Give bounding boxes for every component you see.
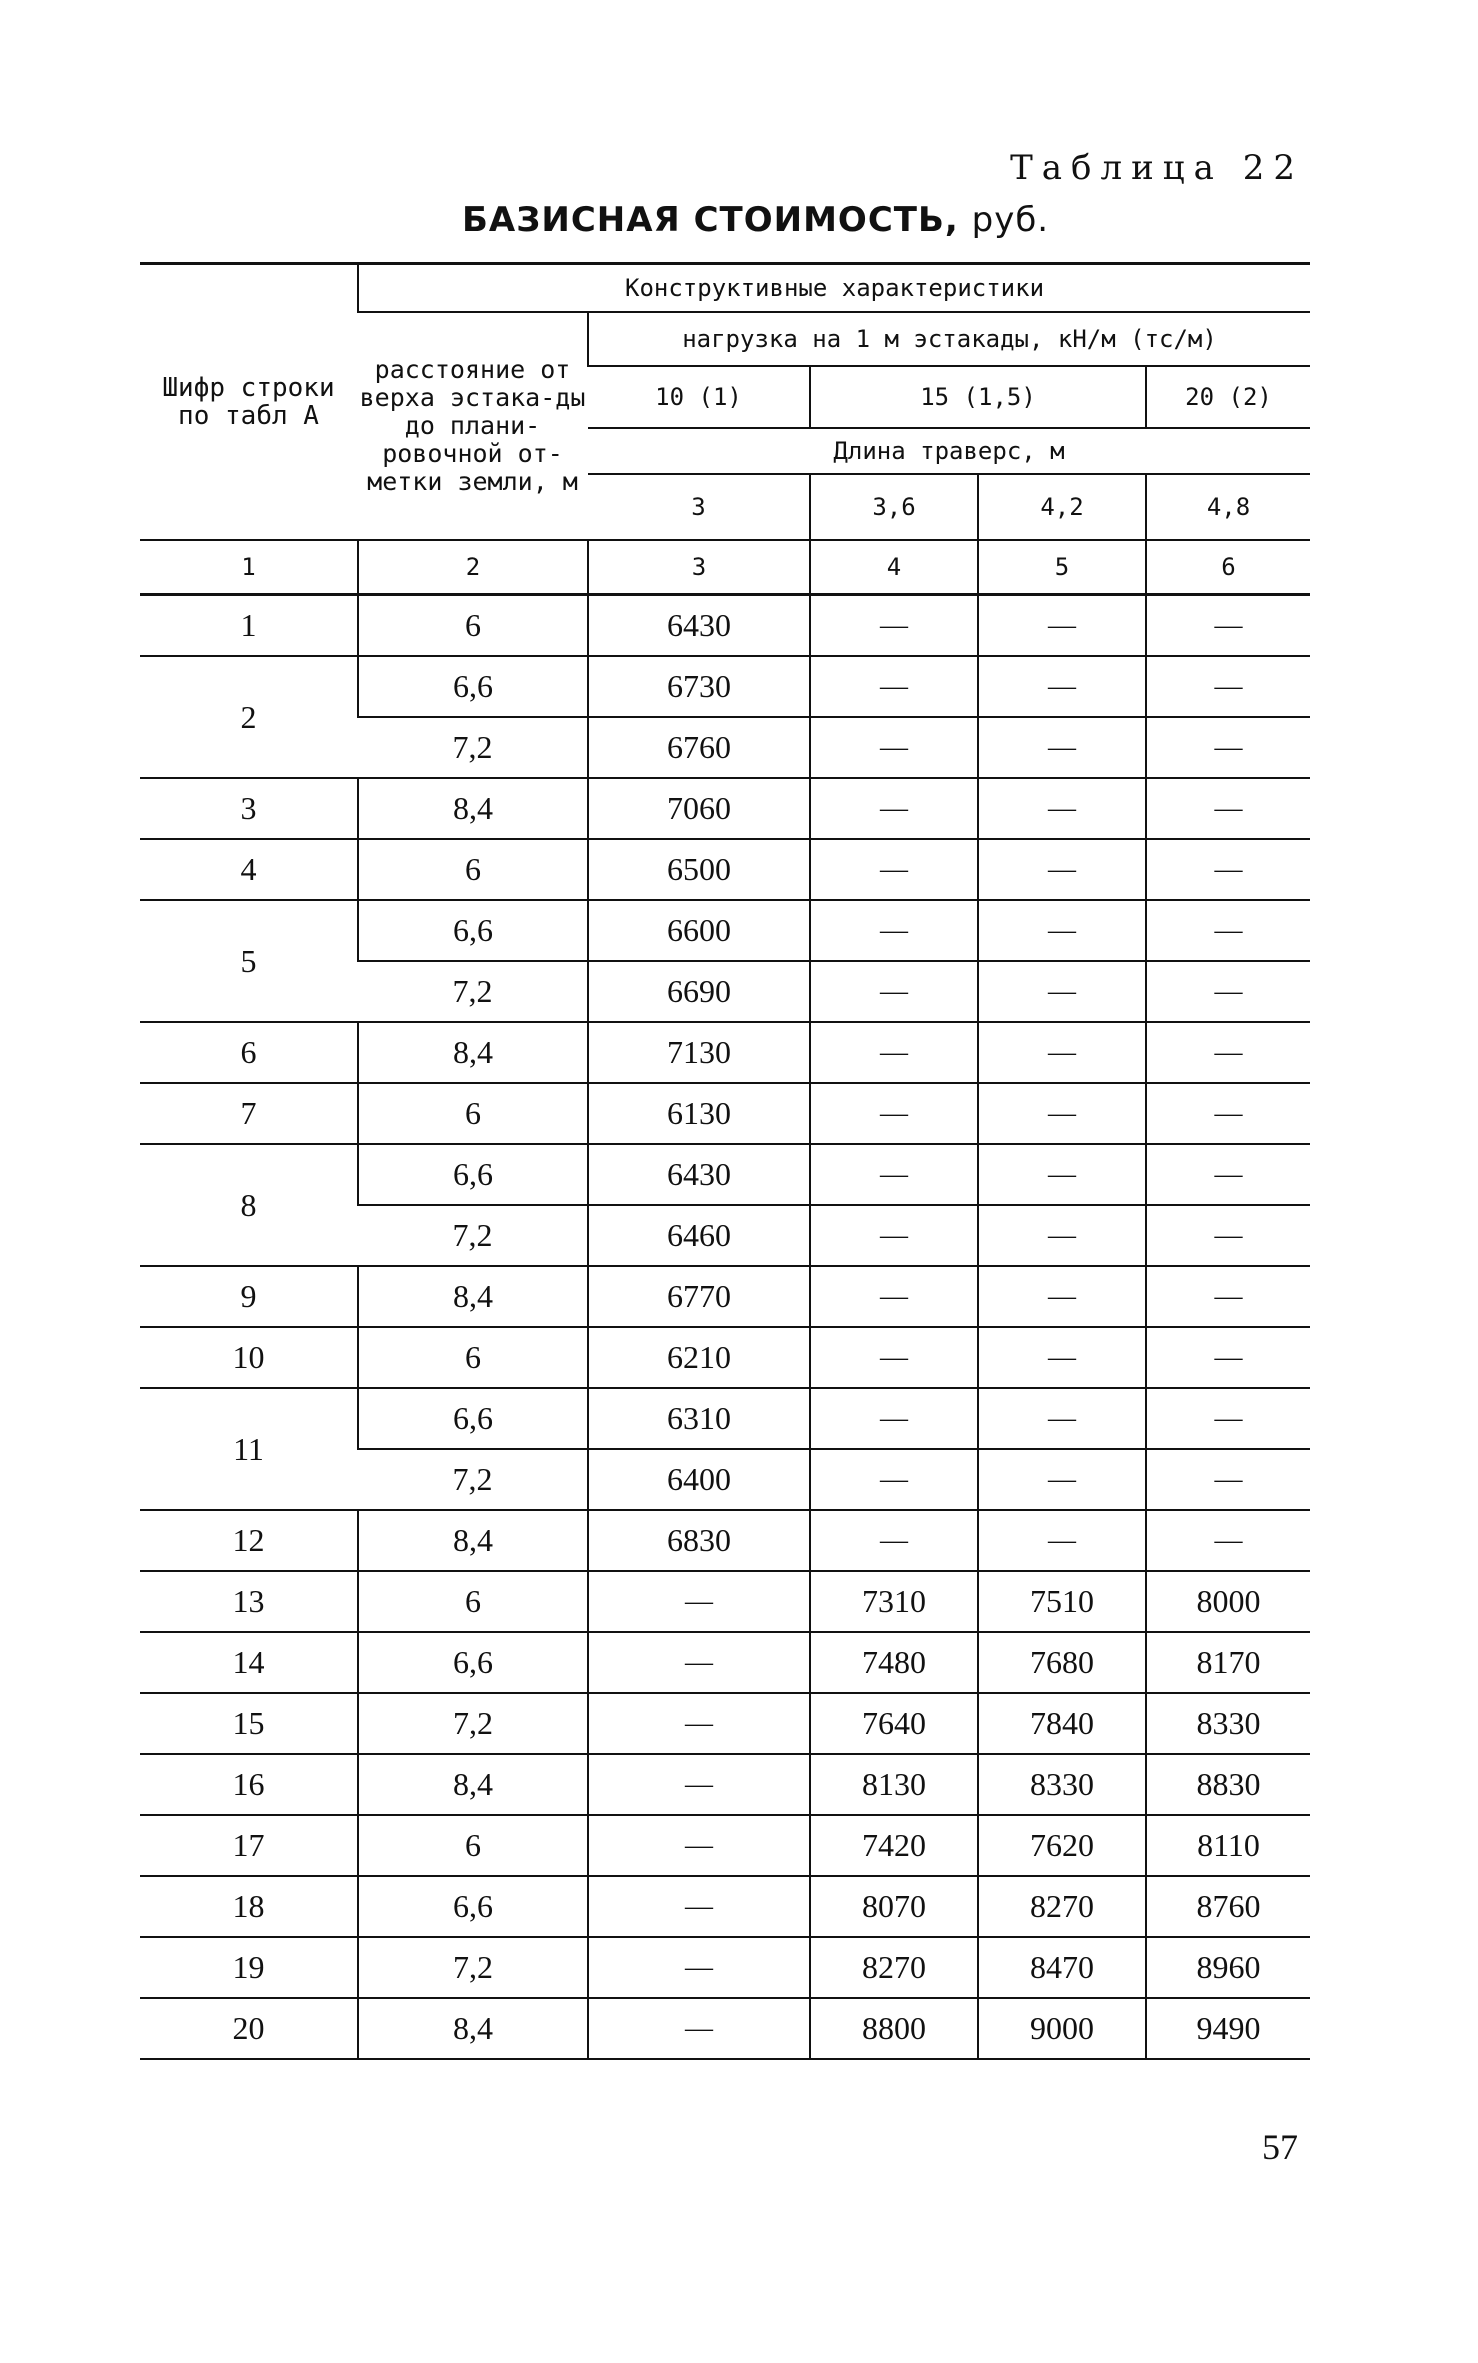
- row-code-cell: 1: [140, 595, 358, 657]
- row-code-cell: 9: [140, 1266, 358, 1327]
- column-number: 2: [358, 540, 588, 595]
- header-len-3-6: 3,6: [810, 474, 978, 540]
- cost-cell: 7680: [978, 1632, 1146, 1693]
- cost-cell: 7420: [810, 1815, 978, 1876]
- distance-cell: 6: [358, 1815, 588, 1876]
- row-code-cell: 19: [140, 1937, 358, 1998]
- cost-cell: —: [1146, 1327, 1310, 1388]
- cost-cell: —: [810, 1266, 978, 1327]
- cost-cell: —: [978, 595, 1146, 657]
- cost-cell: —: [1146, 1205, 1310, 1266]
- cost-cell: —: [1146, 778, 1310, 839]
- cost-cell: 6830: [588, 1510, 810, 1571]
- cost-cell: 8110: [1146, 1815, 1310, 1876]
- table-header: [140, 264, 1310, 595]
- cost-cell: 7480: [810, 1632, 978, 1693]
- distance-cell: 7,2: [358, 1693, 588, 1754]
- cost-cell: —: [978, 1205, 1146, 1266]
- title-unit: руб.: [971, 200, 1050, 240]
- table-row: [140, 1876, 1310, 1937]
- table-caption: Таблица 22: [1010, 148, 1304, 188]
- header-distance: расстояние от верха эстака-ды до плани-ровочной от-метки земли, м: [358, 312, 588, 540]
- cost-cell: —: [1146, 839, 1310, 900]
- distance-cell: 7,2: [358, 717, 588, 778]
- cost-cell: —: [810, 1022, 978, 1083]
- cost-cell: 8470: [978, 1937, 1146, 1998]
- table-row: [140, 1998, 1310, 2059]
- cost-cell: 8270: [978, 1876, 1146, 1937]
- distance-cell: 7,2: [358, 1449, 588, 1510]
- table-row: [140, 778, 1310, 839]
- cost-cell: —: [1146, 961, 1310, 1022]
- cost-cell: —: [1146, 717, 1310, 778]
- cost-cell: —: [810, 1449, 978, 1510]
- column-number: 3: [588, 540, 810, 595]
- cost-cell: —: [1146, 1388, 1310, 1449]
- header-len-4-2: 4,2: [978, 474, 1146, 540]
- cost-cell: —: [978, 1022, 1146, 1083]
- cost-cell: —: [1146, 900, 1310, 961]
- row-code-cell: 10: [140, 1327, 358, 1388]
- column-number: 1: [140, 540, 358, 595]
- table-row: [140, 1937, 1310, 1998]
- distance-cell: 6,6: [358, 1632, 588, 1693]
- cost-cell: —: [810, 961, 978, 1022]
- cost-cell: —: [1146, 1449, 1310, 1510]
- column-number: 6: [1146, 540, 1310, 595]
- cost-cell: 6130: [588, 1083, 810, 1144]
- header-load-15: 15 (1,5): [810, 366, 1146, 428]
- distance-cell: 8,4: [358, 1998, 588, 2059]
- cost-cell: 8170: [1146, 1632, 1310, 1693]
- distance-cell: 7,2: [358, 1205, 588, 1266]
- distance-cell: 6: [358, 839, 588, 900]
- distance-cell: 6,6: [358, 900, 588, 961]
- cost-cell: —: [1146, 1083, 1310, 1144]
- distance-cell: 6: [358, 1083, 588, 1144]
- cost-cell: —: [810, 717, 978, 778]
- distance-cell: 6,6: [358, 1144, 588, 1205]
- distance-cell: 8,4: [358, 1754, 588, 1815]
- cost-cell: 7840: [978, 1693, 1146, 1754]
- header-load-10: 10 (1): [588, 366, 810, 428]
- cost-cell: —: [810, 1144, 978, 1205]
- cost-cell: —: [978, 1327, 1146, 1388]
- cost-cell: 8070: [810, 1876, 978, 1937]
- cost-cell: —: [810, 900, 978, 961]
- table-row: [140, 1693, 1310, 1754]
- cost-cell: —: [810, 595, 978, 657]
- cost-cell: —: [588, 1998, 810, 2059]
- cost-cell: —: [978, 961, 1146, 1022]
- distance-cell: 6,6: [358, 1876, 588, 1937]
- distance-cell: 7,2: [358, 1937, 588, 1998]
- table-row: [140, 1754, 1310, 1815]
- row-code-cell: 3: [140, 778, 358, 839]
- cost-cell: 7620: [978, 1815, 1146, 1876]
- cost-cell: —: [810, 778, 978, 839]
- title-main: БАЗИСНАЯ СТОИМОСТЬ,: [462, 200, 959, 240]
- row-code-cell: 20: [140, 1998, 358, 2059]
- cost-cell: —: [978, 839, 1146, 900]
- cost-table: [140, 262, 1310, 2060]
- row-code-cell: 12: [140, 1510, 358, 1571]
- cost-cell: 7130: [588, 1022, 810, 1083]
- cost-cell: 6310: [588, 1388, 810, 1449]
- header-row-code: Шифр строки по табл А: [140, 264, 358, 541]
- cost-cell: —: [588, 1815, 810, 1876]
- row-code-cell: 2: [140, 656, 358, 778]
- row-code-cell: 11: [140, 1388, 358, 1510]
- cost-cell: 6400: [588, 1449, 810, 1510]
- cost-cell: 8000: [1146, 1571, 1310, 1632]
- cost-cell: —: [588, 1632, 810, 1693]
- table-row: [140, 900, 1310, 961]
- table-row: [140, 1266, 1310, 1327]
- column-number: 5: [978, 540, 1146, 595]
- cost-cell: 6460: [588, 1205, 810, 1266]
- cost-cell: 9490: [1146, 1998, 1310, 2059]
- cost-cell: —: [978, 1388, 1146, 1449]
- distance-cell: 6: [358, 1571, 588, 1632]
- row-code-cell: 13: [140, 1571, 358, 1632]
- page-title: [462, 200, 1062, 240]
- cost-cell: —: [978, 1510, 1146, 1571]
- row-code-cell: 16: [140, 1754, 358, 1815]
- cost-cell: —: [810, 1510, 978, 1571]
- row-code-cell: 4: [140, 839, 358, 900]
- table-row: [140, 656, 1310, 717]
- header-traverse: Длина траверс, м: [588, 428, 1310, 474]
- cost-cell: —: [810, 1083, 978, 1144]
- cost-cell: —: [978, 1449, 1146, 1510]
- cost-cell: 6690: [588, 961, 810, 1022]
- cost-cell: 6770: [588, 1266, 810, 1327]
- cost-cell: —: [978, 717, 1146, 778]
- cost-cell: 7060: [588, 778, 810, 839]
- cost-cell: 8830: [1146, 1754, 1310, 1815]
- header-len-4-8: 4,8: [1146, 474, 1310, 540]
- table-row: [140, 1632, 1310, 1693]
- distance-cell: 6,6: [358, 656, 588, 717]
- cost-cell: 7640: [810, 1693, 978, 1754]
- table-row: [140, 839, 1310, 900]
- cost-cell: —: [810, 1327, 978, 1388]
- table-row: [140, 1815, 1310, 1876]
- cost-cell: 7510: [978, 1571, 1146, 1632]
- header-load-20: 20 (2): [1146, 366, 1310, 428]
- cost-cell: —: [1146, 595, 1310, 657]
- page-number: 57: [1262, 2127, 1298, 2167]
- cost-cell: 8760: [1146, 1876, 1310, 1937]
- cost-cell: —: [810, 1388, 978, 1449]
- cost-cell: 8800: [810, 1998, 978, 2059]
- distance-cell: 7,2: [358, 961, 588, 1022]
- distance-cell: 8,4: [358, 778, 588, 839]
- cost-cell: —: [978, 1144, 1146, 1205]
- table-row: [140, 1510, 1310, 1571]
- column-number: 4: [810, 540, 978, 595]
- table-row: [140, 1022, 1310, 1083]
- cost-cell: —: [588, 1693, 810, 1754]
- cost-cell: 6430: [588, 595, 810, 657]
- cost-cell: —: [978, 778, 1146, 839]
- cost-cell: —: [588, 1571, 810, 1632]
- header-construct: Конструктивные характеристики: [358, 264, 1310, 313]
- table-row: [140, 1571, 1310, 1632]
- cost-cell: —: [978, 656, 1146, 717]
- cost-cell: —: [588, 1876, 810, 1937]
- cost-cell: 8330: [978, 1754, 1146, 1815]
- row-code-cell: 15: [140, 1693, 358, 1754]
- cost-cell: —: [978, 1266, 1146, 1327]
- distance-cell: 6: [358, 1327, 588, 1388]
- distance-cell: 8,4: [358, 1510, 588, 1571]
- distance-cell: 6: [358, 595, 588, 657]
- cost-cell: 6760: [588, 717, 810, 778]
- table-body: [140, 595, 1310, 2060]
- cost-cell: 8130: [810, 1754, 978, 1815]
- cost-cell: —: [978, 1083, 1146, 1144]
- cost-cell: —: [810, 656, 978, 717]
- row-code-cell: 5: [140, 900, 358, 1022]
- cost-cell: 7310: [810, 1571, 978, 1632]
- cost-cell: —: [1146, 656, 1310, 717]
- cost-cell: —: [1146, 1022, 1310, 1083]
- table-row: [140, 1388, 1310, 1449]
- cost-cell: —: [810, 839, 978, 900]
- header-load: нагрузка на 1 м эстакады, кН/м (тс/м): [588, 312, 1310, 366]
- distance-cell: 6,6: [358, 1388, 588, 1449]
- distance-cell: 8,4: [358, 1022, 588, 1083]
- cost-cell: 8960: [1146, 1937, 1310, 1998]
- cost-cell: —: [1146, 1510, 1310, 1571]
- cost-cell: —: [588, 1754, 810, 1815]
- header-len-3: 3: [588, 474, 810, 540]
- cost-cell: —: [810, 1205, 978, 1266]
- table-row: [140, 1144, 1310, 1205]
- cost-cell: 9000: [978, 1998, 1146, 2059]
- table-row: [140, 1327, 1310, 1388]
- row-code-cell: 18: [140, 1876, 358, 1937]
- cost-cell: 6730: [588, 656, 810, 717]
- row-code-cell: 6: [140, 1022, 358, 1083]
- table-row: [140, 1083, 1310, 1144]
- cost-cell: 8270: [810, 1937, 978, 1998]
- cost-cell: —: [978, 900, 1146, 961]
- row-code-cell: 7: [140, 1083, 358, 1144]
- row-code-cell: 17: [140, 1815, 358, 1876]
- cost-cell: 6600: [588, 900, 810, 961]
- cost-cell: —: [588, 1937, 810, 1998]
- cost-cell: —: [1146, 1144, 1310, 1205]
- cost-cell: 6500: [588, 839, 810, 900]
- distance-cell: 8,4: [358, 1266, 588, 1327]
- cost-cell: 6210: [588, 1327, 810, 1388]
- table-row: [140, 595, 1310, 657]
- row-code-cell: 8: [140, 1144, 358, 1266]
- cost-cell: 6430: [588, 1144, 810, 1205]
- cost-cell: —: [1146, 1266, 1310, 1327]
- cost-cell: 8330: [1146, 1693, 1310, 1754]
- row-code-cell: 14: [140, 1632, 358, 1693]
